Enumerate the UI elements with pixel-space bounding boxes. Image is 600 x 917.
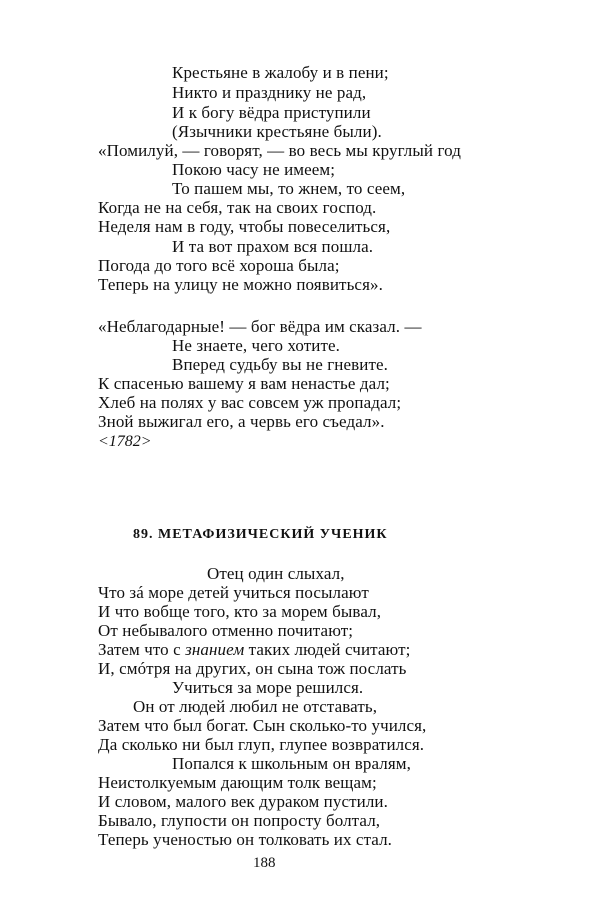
poem-line: И к богу вёдра приступили <box>172 103 371 122</box>
poem-line: (Язычники крестьяне были). <box>172 122 382 141</box>
poem-line: Крестьяне в жалобу и в пени; <box>172 63 389 82</box>
poem-line: И что вобще того, кто за морем бывал, <box>98 602 382 621</box>
poem-line: То пашем мы, то жнем, то сеем, <box>172 179 406 198</box>
poem-line: «Неблагодарные! — бог вёдра им сказал. — <box>98 317 422 336</box>
poem-line: Попался к школьным он вралям, <box>172 754 411 773</box>
poem-line: Вперед судьбу вы не гневите. <box>172 355 388 374</box>
poem-line: Когда не на себя, так на своих господ. <box>98 198 377 217</box>
poem-line: И, смóтря на других, он сына тож послать <box>98 659 407 678</box>
poem-line: Учиться за море решился. <box>172 678 364 697</box>
poem-line: Неистолкуемым дающим толк вещам; <box>98 773 377 792</box>
poem-line: Хлеб на полях у вас совсем уж пропадал; <box>98 393 402 412</box>
poem-line: Отец один слыхал, <box>207 564 345 583</box>
poem-line: Да сколько ни был глуп, глупее возвратился. <box>98 735 425 754</box>
poem-date: <1782> <box>98 433 152 450</box>
poem-line: К спасенью вашему я вам ненастье дал; <box>98 374 390 393</box>
poem-line: Затем что был богат. Сын сколько-то учился, <box>98 716 427 735</box>
poem-line: От небывалого отменно почитают; <box>98 621 354 640</box>
poem-title: 89. МЕТАФИЗИЧЕСКИЙ УЧЕНИК <box>133 527 388 542</box>
poem-line: Покою часу не имеем; <box>172 160 336 179</box>
poem-line: Теперь на улицу не можно появиться». <box>98 275 383 294</box>
poem-line: Бывало, глупости он попросту болтал, <box>98 811 381 830</box>
poem-line: Что зá море детей учиться посылают <box>98 583 369 602</box>
poem-line: Он от людей любил не отставать, <box>133 697 378 716</box>
poem-line: Неделя нам в году, чтобы повеселиться, <box>98 217 391 236</box>
poem-line: Теперь ученостью он толковать их стал. <box>98 830 393 849</box>
poem-line: «Помилуй, — говорят, — во весь мы круглый год <box>98 141 461 160</box>
poem-line: Никто и празднику не рад, <box>172 83 367 102</box>
emphasized-word: знанием <box>185 640 245 659</box>
poem-line: Погода до того всё хороша была; <box>98 256 340 275</box>
poem-line: Не знаете, чего хотите. <box>172 336 341 355</box>
poem-line-part: таких людей считают; <box>244 640 411 659</box>
poem-line: Зной выжигал его, а червь его съедал». <box>98 412 385 431</box>
poem-line <box>98 640 410 660</box>
poem-line-part: Затем что с <box>98 640 186 659</box>
page-number: 188 <box>253 855 276 871</box>
poem-line: И та вот прахом вся пошла. <box>172 237 374 256</box>
poem-line: И словом, малого век дураком пустили. <box>98 792 388 811</box>
